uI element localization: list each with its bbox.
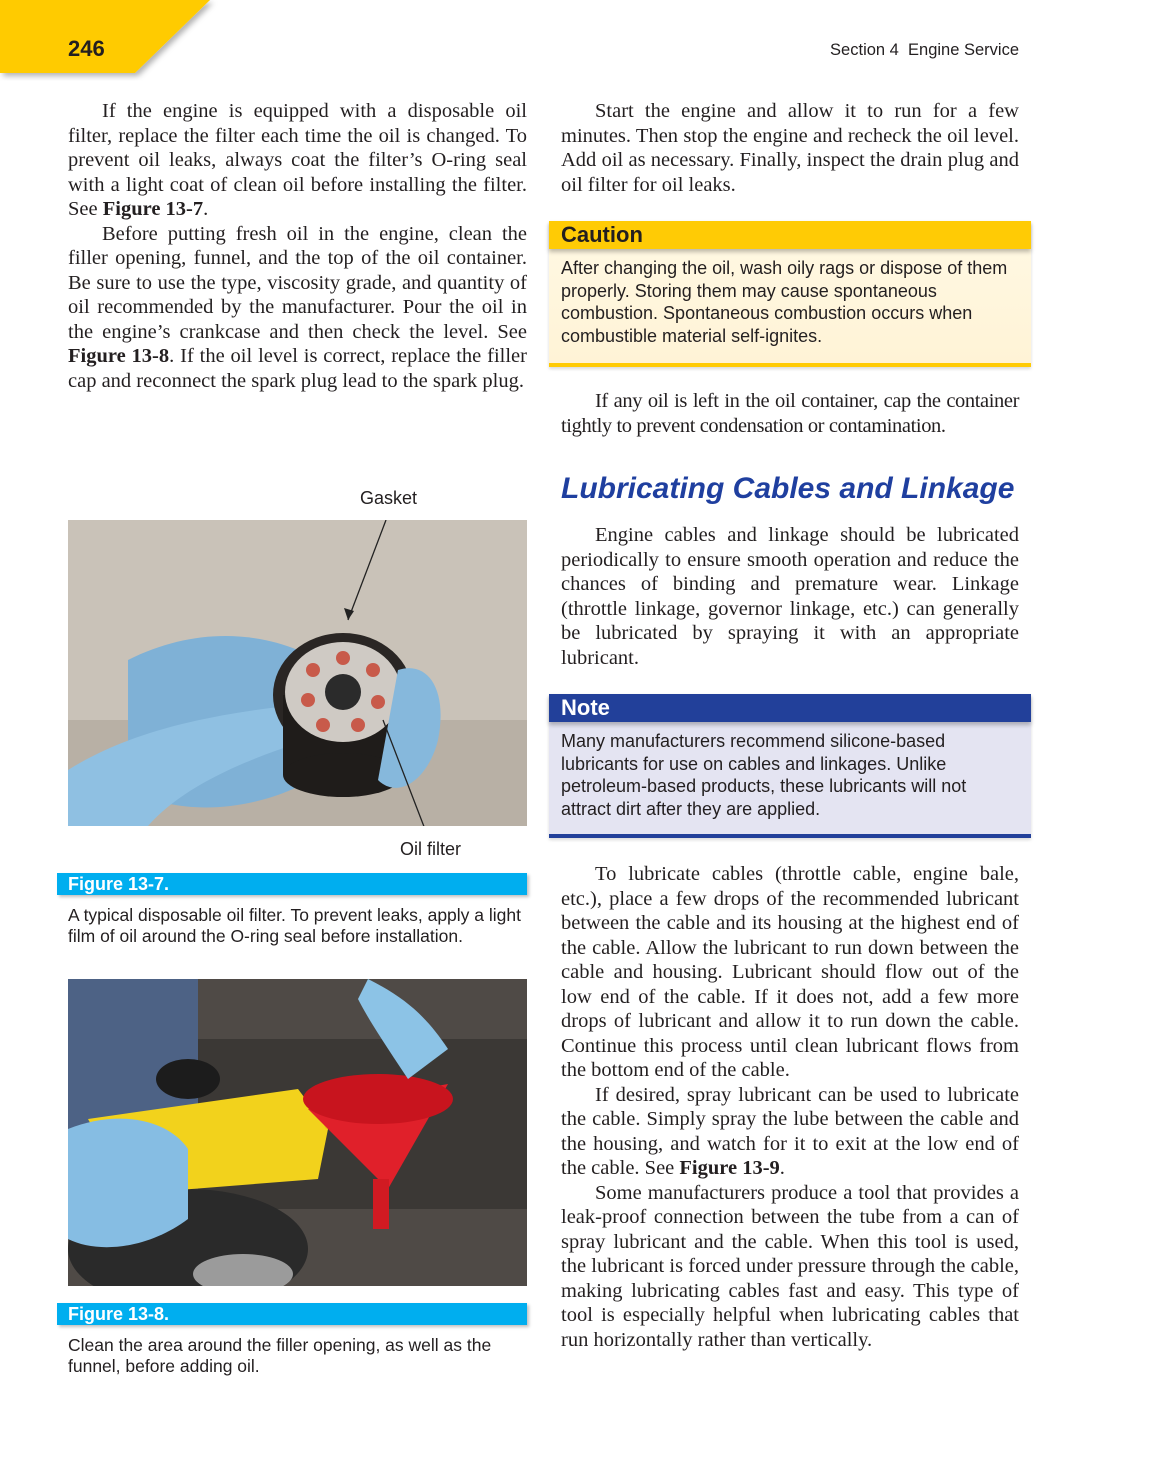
- page-corner-tab: [0, 0, 230, 85]
- caution-body: After changing the oil, wash oily rags or dispose of them properly. Storing them may cause spontaneous combustion. Spontaneous combustion occurs when combustible material self-ignites.: [561, 258, 1008, 346]
- caution-title: Caution: [549, 221, 1031, 249]
- note-body: Many manufacturers recommend silicone-based lubricants for use on cables and linkages. Unlike petroleum-based products, these lubricants will not attract dirt after they are applied.: [561, 731, 967, 819]
- right-text-bottom: [561, 862, 1019, 1352]
- paragraph: To lubricate cables (throttle cable, engine bale, etc.), place a few drops of the recommended lubricant between the cable and its housing at the highest end of the cable. Allow the lubricant to run down between the cable and housing. Lubricant should flow out of the low end of the cable. If it does not, add a few more drops of lubricant and allow it to run down the cable. Continue this process until clean lubricant flows from the bottom end of the cable.: [561, 863, 1019, 1081]
- paragraph: Some manufacturers produce a tool that provides a leak-proof connection between the tube from a can of spray lubricant and the cable. When this tool is used, the lubricant is forced under pressure through the cable, making lubricating cables fast and easy. This type of tool is especially helpful when lubricating cables that run horizontally rather than vertically.: [561, 1181, 1019, 1351]
- figure-ref: Figure 13-7: [102, 198, 204, 220]
- page-number: 246: [68, 36, 105, 61]
- paragraph: Before putting fresh oil in the engine, clean the filler opening, funnel, and the top of the oil container. Be sure to use the type, viscosity grade, and quantity of oil recommended by the manufacturer. Pour the oil in the engine’s crankcase and then check the level. See Figure 13-8. If the oil level is correct, replace the filler cap and reconnect the spark plug lead to the spark plug.: [68, 222, 527, 392]
- section-heading: Lubricating Cables and Linkage: [561, 472, 1015, 505]
- paragraph: Engine cables and linkage should be lubricated periodically to ensure smooth operation and reduce the chances of binding and premature wear. Linkage (throttle linkage, governor linkage, etc.) can generally be lubricated by spraying it with an appropriate lubricant.: [561, 524, 1019, 669]
- figure-ref: Figure 13-8: [68, 345, 170, 367]
- figure-caption: A typical disposable oil filter. To prevent leaks, apply a light film of oil around the O-ring seal before installation.: [68, 905, 521, 946]
- oil-filter-photo: [68, 520, 527, 826]
- note-box: [549, 694, 1031, 838]
- callout-oil-filter: Oil filter: [400, 839, 462, 859]
- paragraph: If any oil is left in the oil container, cap the container tightly to prevent condensation or contamination.: [561, 390, 1019, 437]
- figure-label: Figure 13-8.: [57, 1303, 527, 1325]
- right-para-3: [561, 523, 1019, 670]
- right-para-2: [561, 389, 1019, 438]
- paragraph: If desired, spray lubricant can be used to lubricate the cable. Simply spray the lube between the cable and the housing, and watch for it to exit at the low end of the cable. See Figure 13-9.: [561, 1083, 1019, 1179]
- figure-caption: Clean the area around the filler opening, as well as the funnel, before adding oil.: [68, 1335, 492, 1376]
- right-para-1: [561, 99, 1019, 197]
- figure-ref: Figure 13-9: [679, 1157, 780, 1179]
- left-text: [68, 99, 527, 393]
- caution-box: [549, 221, 1031, 367]
- section-title: Section 4 Engine Service: [830, 41, 1019, 59]
- paragraph: If the engine is equipped with a disposable oil filter, replace the filter each time the oil is changed. To prevent oil leaks, always coat the filter’s O-ring seal with a light coat of clean oil before installing the filter. See Figure 13-7.: [68, 100, 527, 220]
- callout-gasket: Gasket: [360, 488, 418, 508]
- adding-oil-photo: [68, 979, 527, 1286]
- paragraph: Start the engine and allow it to run for a few minutes. Then stop the engine and recheck the oil level. Add oil as necessary. Finally, inspect the drain plug and oil filter for oil leaks.: [561, 100, 1019, 196]
- note-title: Note: [549, 694, 1031, 722]
- figure-label: Figure 13-7.: [57, 873, 527, 895]
